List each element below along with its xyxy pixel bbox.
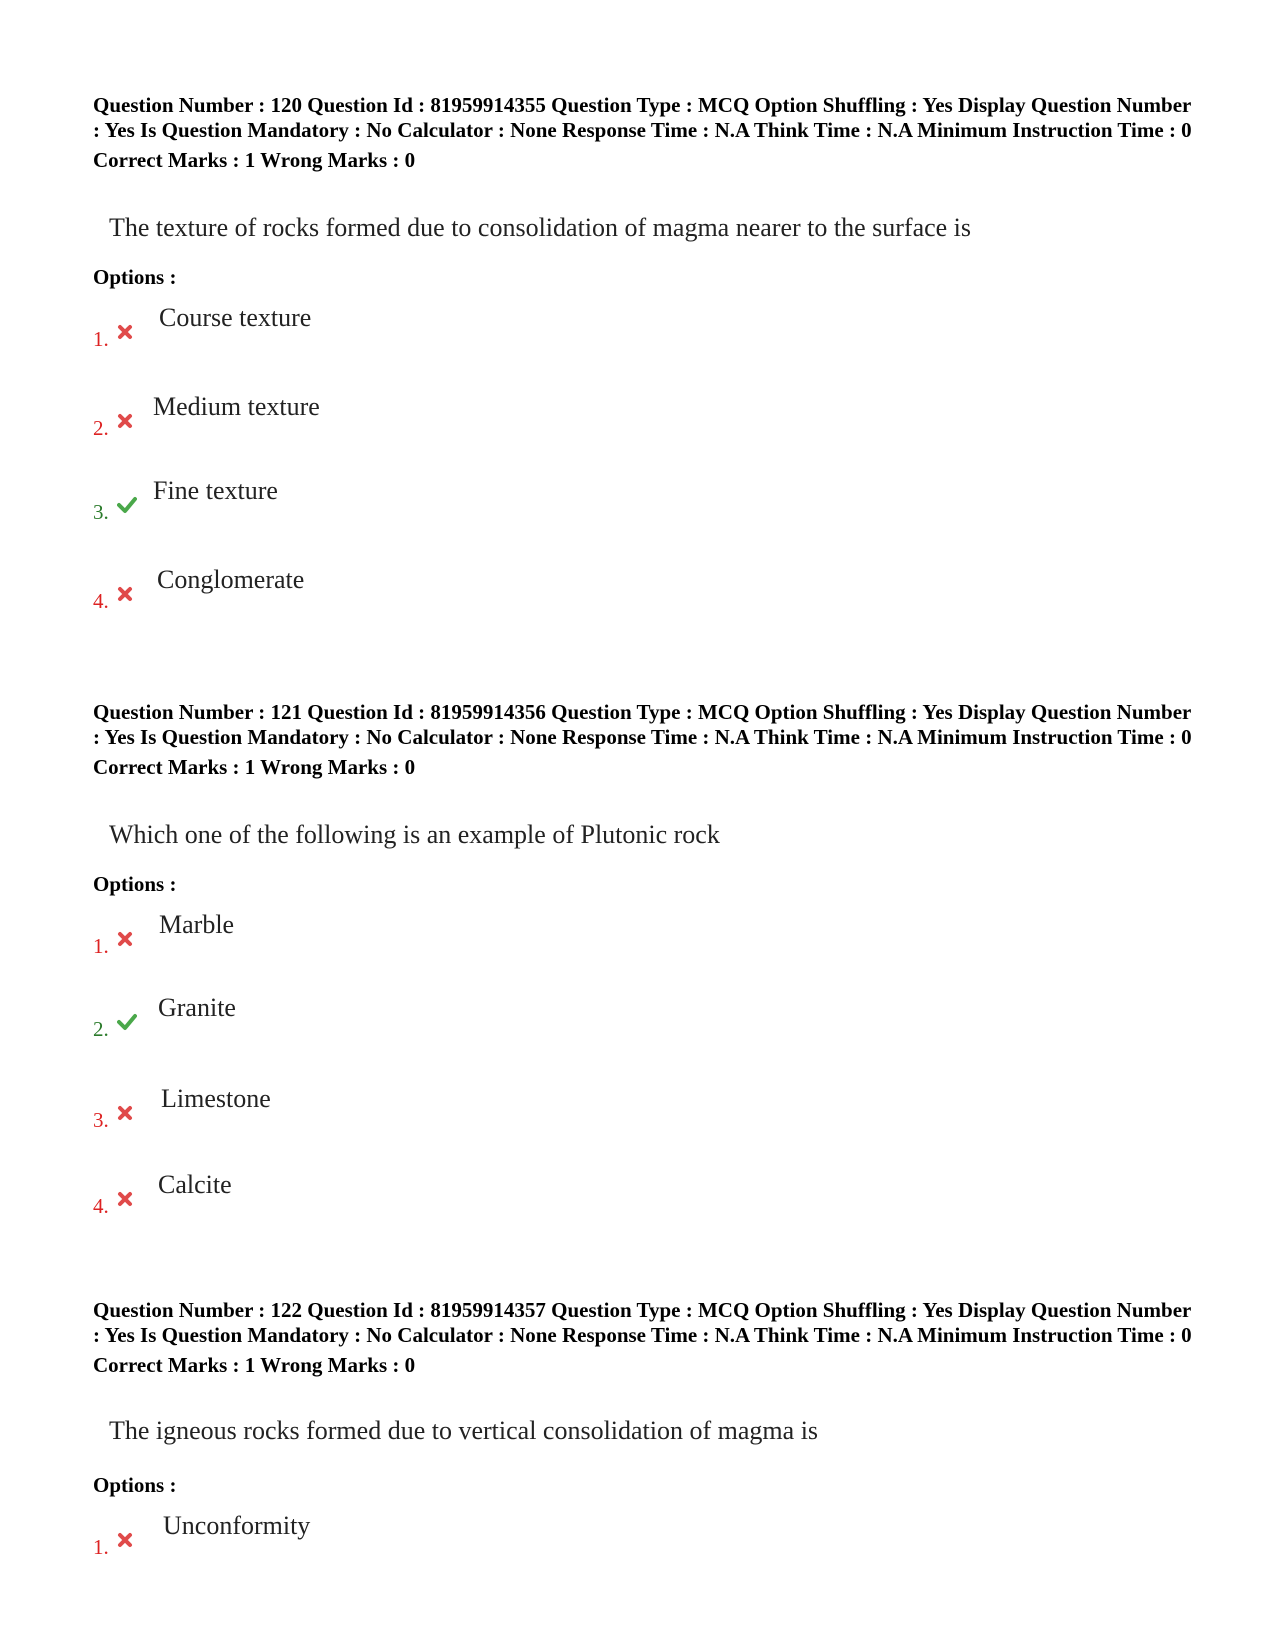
option-number: 4. [93, 1194, 109, 1218]
question-text: The texture of rocks formed due to consolidation of magma nearer to the surface is [109, 213, 972, 242]
option-1[interactable] [93, 303, 693, 363]
question-meta: Question Number : 122 Question Id : 81959914357 Question Type : MCQ Option Shuffling : Yes Display Question Number : Yes Is Question Mandatory : No Calculator : None Response Time : N.A Think Time : N.A Minimum Instruction Time : 0 [93, 1298, 1192, 1347]
wrong-icon [117, 1104, 133, 1122]
options-label: Options : [93, 872, 177, 896]
question-text: Which one of the following is an example of Plutonic rock [109, 820, 720, 849]
option-3[interactable] [93, 1084, 693, 1144]
wrong-icon [117, 412, 133, 430]
option-number: 4. [93, 589, 109, 613]
option-text: Course texture [159, 303, 312, 332]
option-2[interactable] [93, 993, 693, 1053]
wrong-icon [117, 1190, 133, 1208]
option-number: 1. [93, 934, 109, 958]
question-marks: Correct Marks : 1 Wrong Marks : 0 [93, 148, 416, 172]
question-block-120 [93, 93, 1193, 653]
option-text: Calcite [158, 1170, 232, 1199]
option-4[interactable] [93, 1170, 693, 1230]
question-meta: Question Number : 121 Question Id : 81959914356 Question Type : MCQ Option Shuffling : Yes Display Question Number : Yes Is Question Mandatory : No Calculator : None Response Time : N.A Think Time : N.A Minimum Instruction Time : 0 [93, 700, 1192, 749]
correct-check-icon [117, 1013, 137, 1031]
wrong-icon [117, 323, 133, 341]
option-2[interactable] [93, 392, 693, 452]
options-label: Options : [93, 1473, 177, 1497]
option-1[interactable] [93, 1511, 693, 1571]
option-4[interactable] [93, 565, 693, 625]
option-number: 2. [93, 1017, 109, 1041]
wrong-icon [117, 585, 133, 603]
option-text: Conglomerate [157, 565, 305, 594]
option-1[interactable] [93, 910, 693, 970]
question-meta: Question Number : 120 Question Id : 81959914355 Question Type : MCQ Option Shuffling : Yes Display Question Number : Yes Is Question Mandatory : No Calculator : None Response Time : N.A Think Time : N.A Minimum Instruction Time : 0 [93, 93, 1192, 142]
options-label: Options : [93, 265, 177, 289]
option-3[interactable] [93, 476, 693, 536]
wrong-icon [117, 930, 133, 948]
question-block-122 [93, 1298, 1193, 1598]
option-text: Marble [159, 910, 235, 939]
option-number: 1. [93, 327, 109, 351]
question-marks: Correct Marks : 1 Wrong Marks : 0 [93, 1353, 416, 1377]
option-number: 3. [93, 1108, 109, 1132]
question-text: The igneous rocks formed due to vertical consolidation of magma is [109, 1416, 819, 1445]
option-text: Granite [158, 993, 236, 1022]
option-text: Limestone [161, 1084, 271, 1113]
option-number: 2. [93, 416, 109, 440]
option-number: 3. [93, 500, 109, 524]
wrong-icon [117, 1531, 133, 1549]
option-number: 1. [93, 1535, 109, 1559]
question-block-121 [93, 700, 1193, 1230]
option-text: Medium texture [153, 392, 320, 421]
option-text: Unconformity [163, 1511, 311, 1540]
question-marks: Correct Marks : 1 Wrong Marks : 0 [93, 755, 416, 779]
correct-check-icon [117, 496, 137, 514]
option-text: Fine texture [153, 476, 278, 505]
